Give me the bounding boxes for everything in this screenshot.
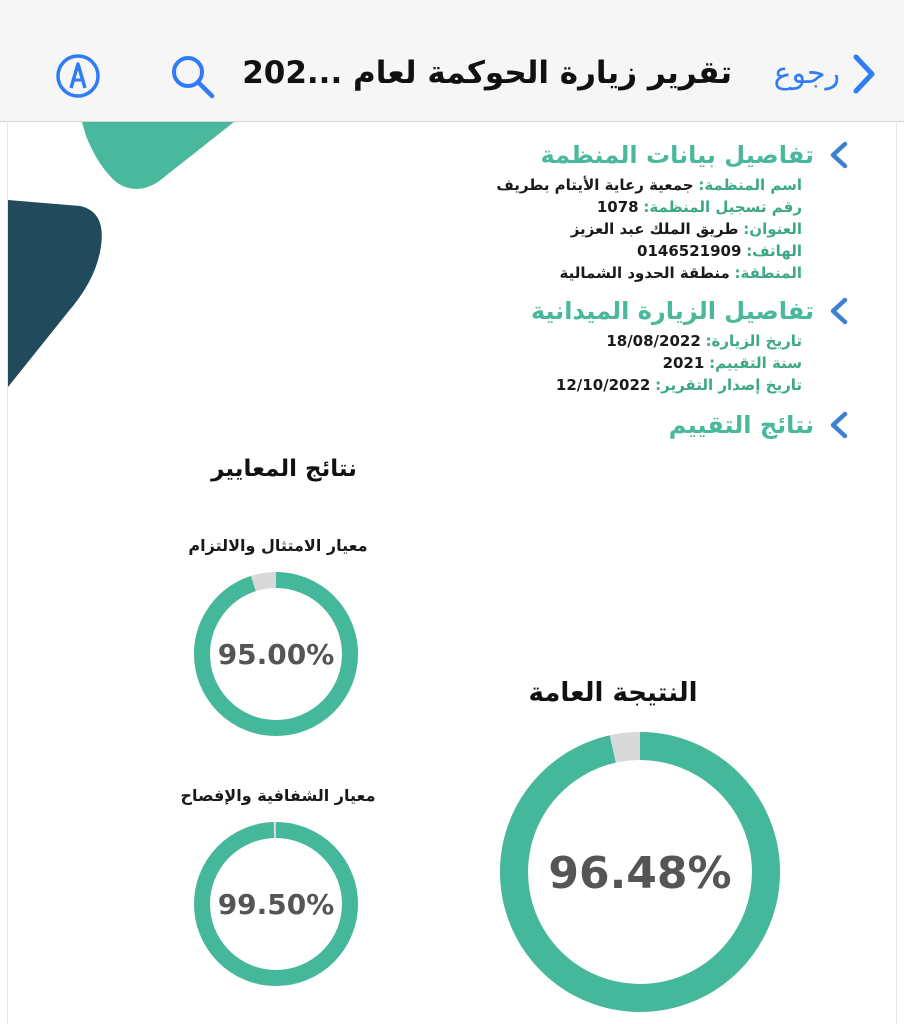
info-label: الهاتف: xyxy=(746,242,802,260)
markup-pen-icon[interactable] xyxy=(54,52,102,100)
back-label: رجوع xyxy=(773,56,840,91)
info-label: سنة التقييم: xyxy=(709,354,802,372)
info-label: تاريخ إصدار التقرير: xyxy=(655,376,802,394)
info-value: 0146521909 xyxy=(637,242,742,260)
visit-details xyxy=(362,330,802,396)
info-label: العنوان: xyxy=(743,220,802,238)
criterion-compliance-label: معيار الامتثال والالتزام xyxy=(188,536,368,555)
info-row-region xyxy=(362,262,802,284)
info-value: 1078 xyxy=(596,198,639,216)
info-label: رقم تسجيل المنظمة: xyxy=(643,198,802,216)
report-page xyxy=(8,122,896,1024)
chevron-left-icon xyxy=(826,410,850,440)
info-row-visit-date xyxy=(362,330,802,352)
document-title: تقرير زيارة الحوكمة لعام ...202 xyxy=(242,55,732,91)
info-value: 2021 xyxy=(662,354,705,372)
criterion-transparency-label: معيار الشفافية والإفصاح xyxy=(180,786,376,805)
compliance-gauge xyxy=(192,570,360,738)
results-section-header[interactable] xyxy=(669,410,850,440)
back-button[interactable] xyxy=(774,50,878,98)
info-label: اسم المنظمة: xyxy=(698,176,802,194)
info-value: 12/10/2022 xyxy=(555,376,651,394)
info-value: جمعية رعاية الأيتام بطريف xyxy=(496,176,694,194)
info-value: 18/08/2022 xyxy=(606,332,701,350)
organization-section-title: تفاصيل بيانات المنظمة xyxy=(540,141,814,169)
search-icon[interactable] xyxy=(168,52,216,100)
decorative-green-shape xyxy=(82,122,234,189)
overall-result-heading: النتيجة العامة xyxy=(528,678,698,708)
organization-section-header[interactable] xyxy=(540,140,850,170)
info-label: المنطقة: xyxy=(734,264,802,282)
organization-details xyxy=(362,174,802,284)
decorative-navy-shape xyxy=(8,200,102,387)
info-row-report-date xyxy=(362,374,802,396)
results-section-title: نتائج التقييم xyxy=(668,411,814,439)
info-row-registration xyxy=(362,196,802,218)
info-value: منطقة الحدود الشمالية xyxy=(559,264,730,282)
visit-section-title: تفاصيل الزيارة الميدانية xyxy=(530,297,814,325)
criteria-results-heading: نتائج المعايير xyxy=(211,456,357,482)
info-row-evaluation-year xyxy=(362,352,802,374)
transparency-gauge xyxy=(192,820,360,988)
info-value: طريق الملك عبد العزيز xyxy=(570,220,739,238)
chevron-left-icon xyxy=(826,140,850,170)
gauge-value-text: 95.00% xyxy=(217,638,335,671)
overall-gauge xyxy=(496,728,784,1016)
gauge-value-text: 99.50% xyxy=(217,888,335,921)
chevron-left-icon xyxy=(826,296,850,326)
info-row-address xyxy=(362,218,802,240)
chevron-left-icon xyxy=(848,51,878,97)
decorative-shapes xyxy=(8,122,268,422)
navigation-bar xyxy=(0,0,904,122)
info-row-phone xyxy=(362,240,802,262)
info-row-name xyxy=(362,174,802,196)
visit-section-header[interactable] xyxy=(531,296,850,326)
info-label: تاريخ الزيارة: xyxy=(705,332,802,350)
gauge-value-text: 96.48% xyxy=(548,848,732,899)
